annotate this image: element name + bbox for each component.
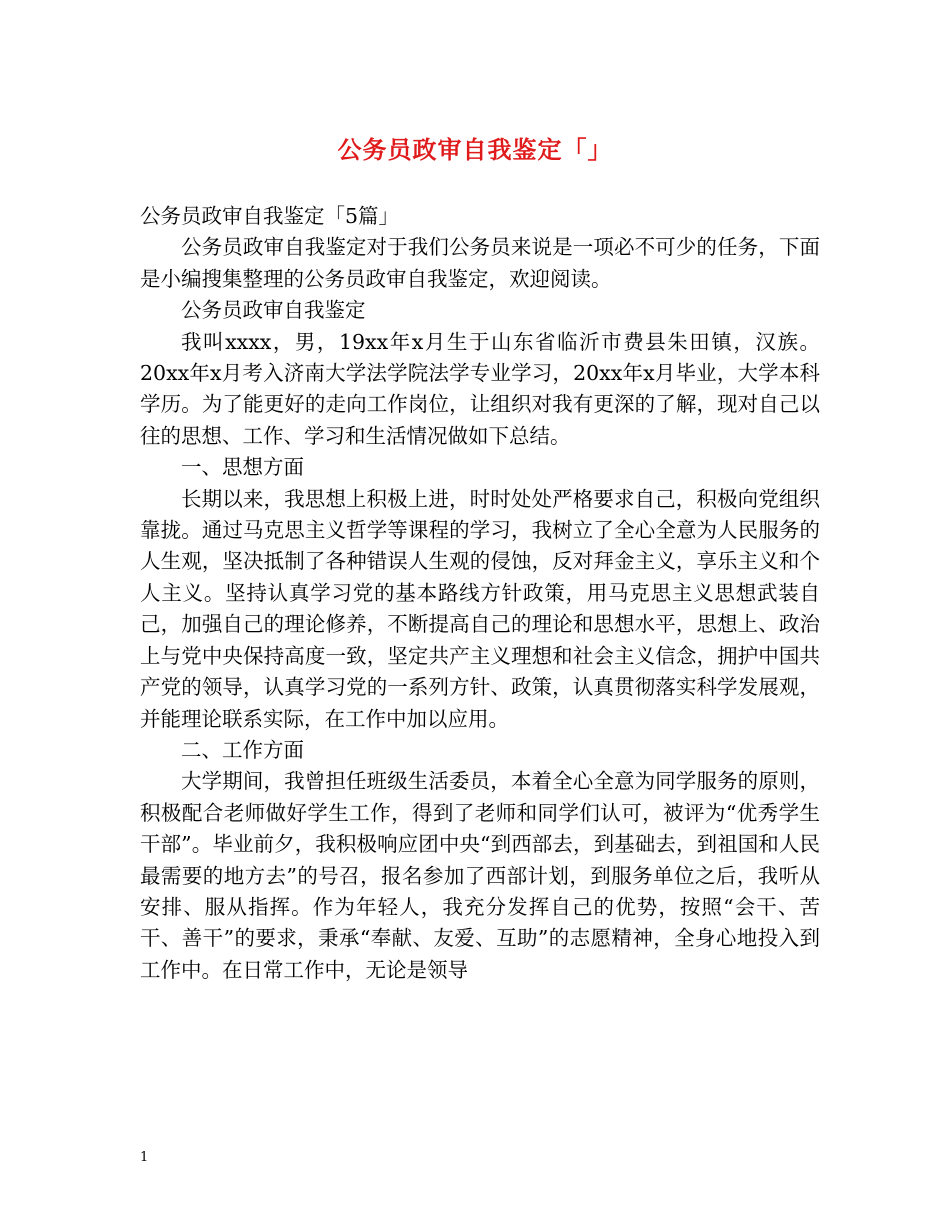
section-heading-thought: 一、思想方面 [181,455,304,480]
subtitle-paragraph: 公务员政审自我鉴定「5篇」 [140,204,400,228]
personal-info-paragraph: 我叫xxxx，男，19xx年x月生于山东省临沂市费县朱田镇，汉族。20xx年x月考入济南大学法学院法学专业学习，20xx年x月毕业，大学本科学历。为了能更好的走向工作岗位，让组织对我有更深的了解，现对自己以往的思想、工作、学习和生活情况做如下总结。 [140,329,820,448]
intro-paragraph: 公务员政审自我鉴定对于我们公务员来说是一项必不可少的任务，下面是小编搜集整理的公务员政审自我鉴定，欢迎阅读。 [140,235,820,291]
document-title: 公务员政审自我鉴定「」 [337,135,613,164]
document-body [140,201,820,986]
page-number: 1 [140,1150,149,1165]
thought-paragraph: 长期以来，我思想上积极上进，时时处处严格要求自己，积极向党组织靠拢。通过马克思主义哲学等课程的学习，我树立了全心全意为人民服务的人生观，坚决抵制了各种错误人生观的侵蚀，反对拜金主义，享乐主义和个人主义。坚持认真学习党的基本路线方针政策，用马克思主义思想武装自己，加强自己的理论修养，不断提高自己的理论和思想水平，思想上、政治上与党中央保持高度一致，坚定共产主义理想和社会主义信念，拥护中国共产党的领导，认真学习党的一系列方针、政策，认真贯彻落实科学发展观，并能理论联系实际，在工作中加以应用。 [140,486,820,731]
section-heading-work: 二、工作方面 [181,737,304,762]
work-paragraph: 大学期间，我曾担任班级生活委员，本着全心全意为同学服务的原则，积极配合老师做好学生工作，得到了老师和同学们认可，被评为“优秀学生干部”。毕业前夕，我积极响应团中央“到西部去，到基础去，到祖国和人民最需要的地方去”的号召，报名参加了西部计划，到服务单位之后，我听从安排、服从指挥。作为年轻人，我充分发挥自己的优势，按照“会干、苦干、善干”的要求，秉承“奉献、友爱、互助”的志愿精神，全身心地投入到工作中。在日常工作中，无论是领导 [140,769,820,982]
section-heading: 公务员政审自我鉴定 [181,298,366,323]
